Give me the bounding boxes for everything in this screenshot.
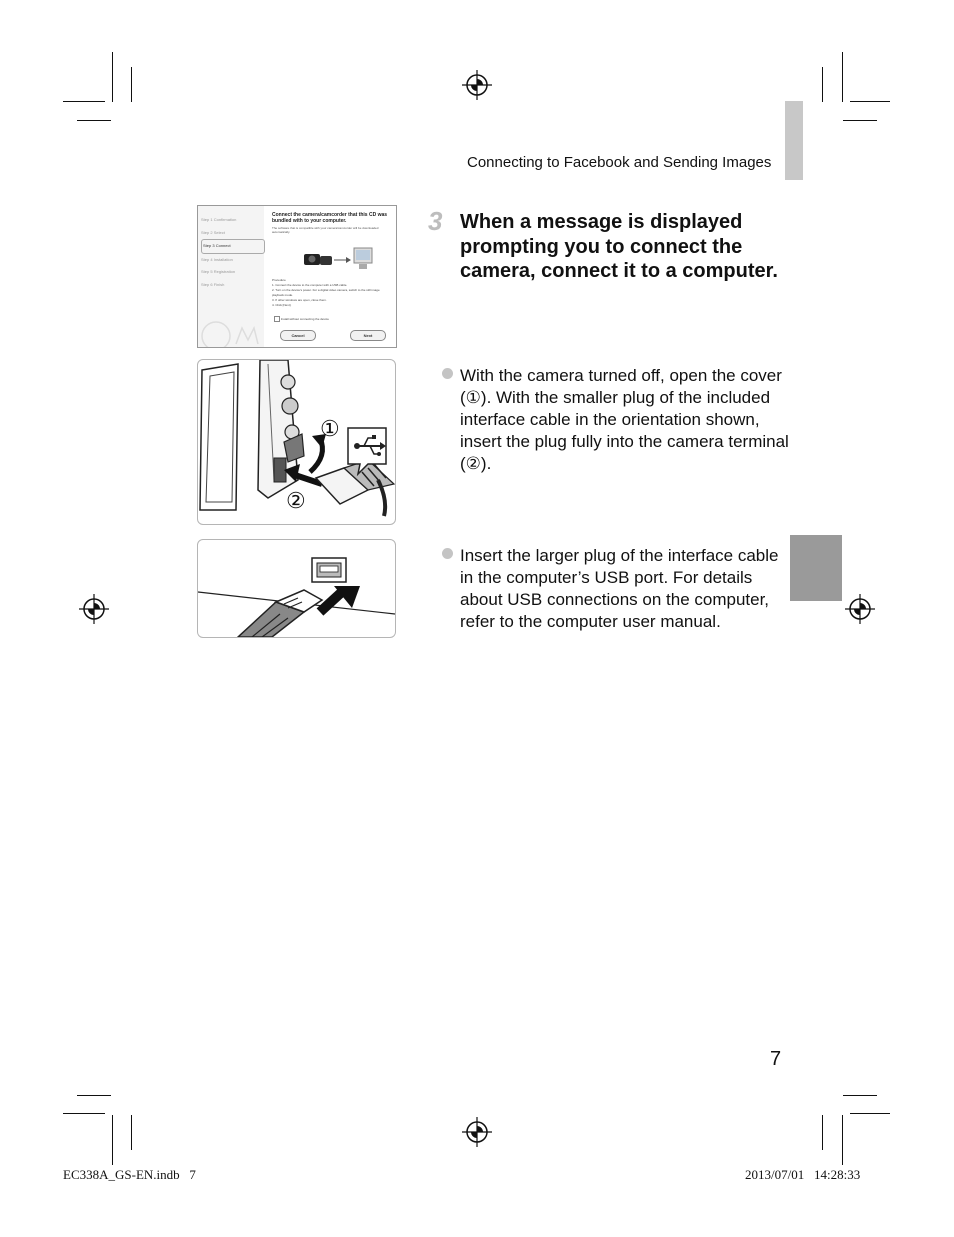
registration-target-icon — [845, 594, 875, 624]
bullet-text: Insert the larger plug of the interface cable in the computer’s USB port. For details about USB connections on the computer, refer to the computer user manual. — [460, 546, 779, 631]
next-button[interactable]: Next — [350, 330, 386, 341]
page-number: 7 — [770, 1048, 782, 1070]
installer-heading: Connect the camera/camcorder that this CD was bundled with to your computer. — [272, 212, 388, 224]
installer-step-active: Step 3 Connect — [201, 239, 265, 254]
installer-procedure-label: Procedure — [272, 278, 286, 282]
instruction-bullet — [460, 365, 790, 475]
installer-step: Step 4 Installation — [201, 256, 233, 262]
installer-procedure-item: 2. Turn on the device's power. For a digital video camera, switch to the still image playback mode. — [272, 288, 380, 297]
bullet-text: With the camera turned off, open the cover (①). With the smaller plug of the included interface cable in the orientation shown, insert the plug fully into the camera terminal (②). — [460, 366, 789, 473]
section-title: Connecting to Facebook and Sending Images — [467, 154, 772, 171]
computer-usb-illustration — [197, 539, 396, 638]
installer-step: Step 1 Confirmation — [201, 217, 237, 222]
installer-checkbox-label: Install without connecting the device — [280, 316, 329, 321]
installer-procedure-item: 3. If other windows are open, close them. — [272, 298, 327, 302]
instruction-bullet — [460, 545, 790, 633]
camera-connection-illustration — [197, 359, 396, 525]
registration-target-icon — [462, 70, 492, 100]
installer-procedure-item: 1. Connect the device to the computer with a USB cable. — [272, 283, 348, 287]
usb-plug-computer-icon — [198, 540, 395, 637]
footer-file-info: EC338A_GS-EN.indb 7 — [63, 1167, 196, 1182]
callout-1-label: ① — [320, 416, 340, 441]
registration-target-icon — [462, 1117, 492, 1147]
callout-2-label: ② — [286, 488, 306, 513]
bullet-dot-icon — [442, 548, 453, 559]
installer-procedure-item: 4. Click [Next]. — [272, 303, 292, 307]
chapter-tab-side — [790, 535, 842, 601]
registration-target-icon — [79, 594, 109, 624]
footer-timestamp: 2013/07/01 14:28:33 — [745, 1167, 861, 1182]
camera-to-computer-icon — [302, 244, 378, 274]
installer-checkbox[interactable] — [274, 316, 329, 322]
decorative-circles-icon — [198, 314, 264, 347]
installer-step: Step 6 Finish — [201, 281, 225, 287]
installer-step: Step 2 Select — [201, 229, 225, 235]
installer-screenshot — [197, 205, 397, 348]
step-number: 3 — [428, 206, 443, 236]
bullet-dot-icon — [442, 368, 453, 379]
cancel-button[interactable]: Cancel — [280, 330, 316, 341]
chapter-tab — [785, 101, 803, 180]
step-title: When a message is displayed prompting you to connect the camera, connect it to a computer. — [460, 211, 778, 282]
installer-step: Step 5 Registration — [201, 269, 236, 274]
installer-subtext: The software that is compatible with your camera/camcorder will be downloaded automatically. — [272, 226, 379, 234]
